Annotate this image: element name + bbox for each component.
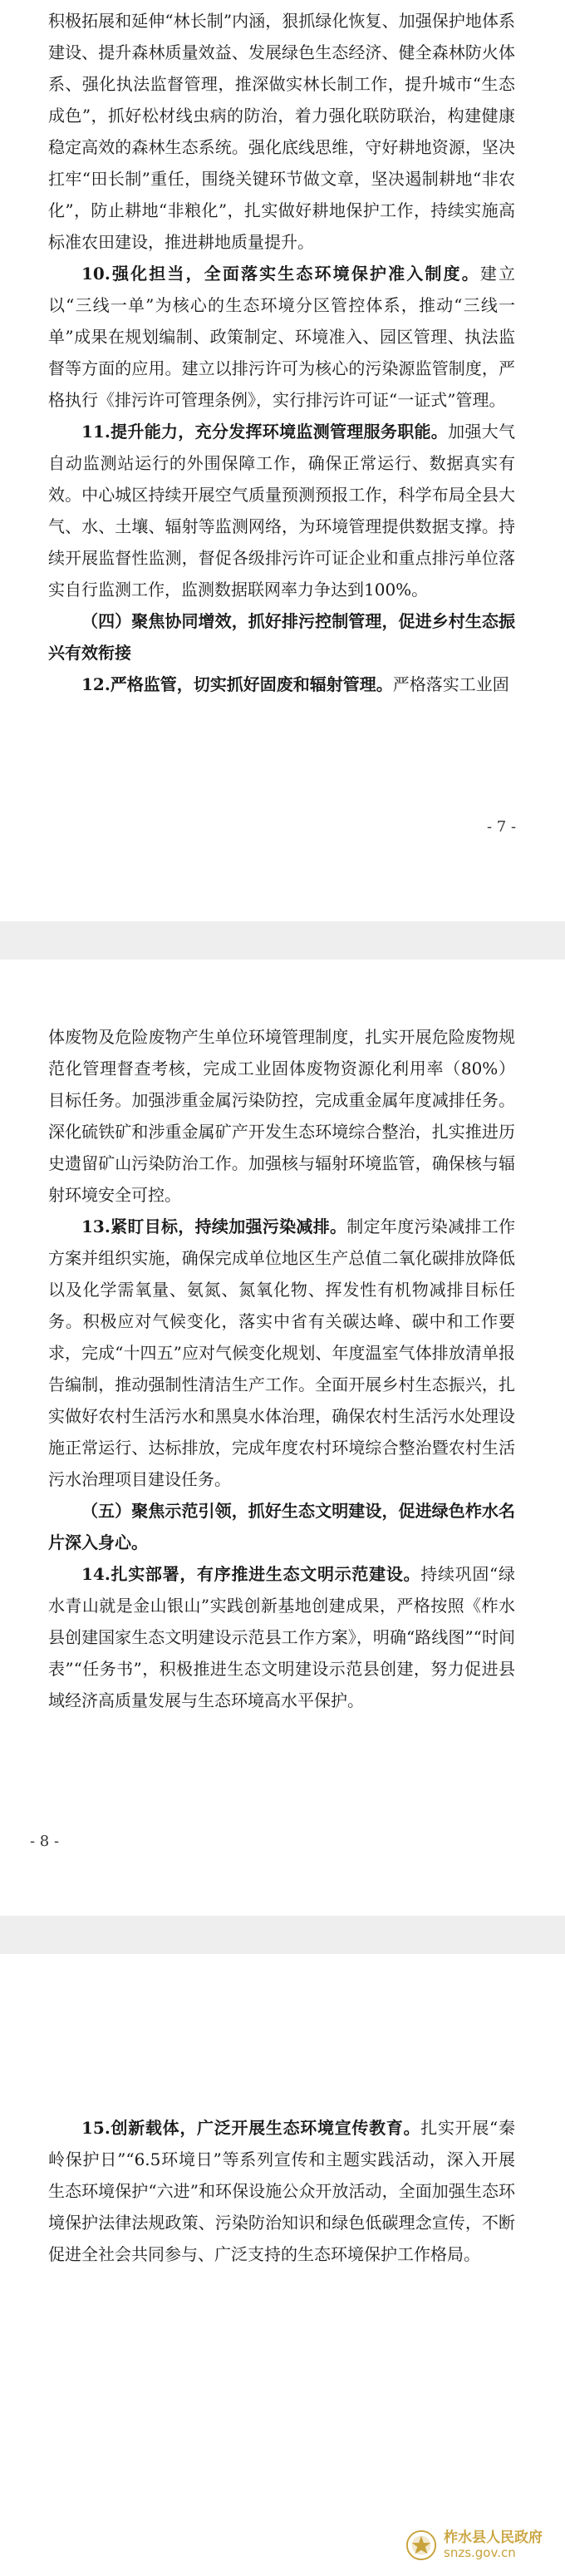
section-heading-5: （五）聚焦示范引领，抓好生态文明建设，促进绿色柞水名片深入身心。: [48, 1501, 515, 1552]
paragraph-lead: 13.紧盯目标，持续加强污染减排。: [81, 1216, 347, 1236]
paragraph-lead: 10.强化担当，全面落实生态环境保护准入制度。: [81, 264, 480, 284]
document-page-1: [0, 0, 565, 921]
paragraph-item-12: [48, 669, 515, 700]
paragraph-item-10: [48, 258, 515, 416]
page-gap: [0, 1916, 565, 1954]
logo-name: 柞水县人民政府: [444, 2529, 543, 2546]
paragraph-text: 积极拓展和延伸“林长制”内涵，狠抓绿化恢复、加强保护地体系建设、提升森林质量效益、发展绿色生态经济、健全森林防火体系、强化执法监督管理，推深做实林长制工作，提升城市“生态成色”，抓好松材线虫病的防治，着力强化联防联治，构建健康稳定高效的森林生态系统。强化底线思维，守好耕地资源，坚决扛牢“田长制”重任，围绕关键环节做文章，坚决遏制耕地“非农化”，防止耕地“非粮化”，扎实做好耕地保护工作，持续实施高标准农田建设，推进耕地质量提升。: [48, 11, 515, 252]
document-page-3: [0, 1954, 565, 2576]
paragraph-text: 建立以“三线一单”为核心的生态环境分区管控体系，推动“三线一单”成果在规划编制、政策制定、环境准入、园区管理、执法监督等方面的应用。建立以排污许可为核心的污染源监管制度，严格执行《排污许可管理条例》，实行排污许可证“一证式”管理。: [48, 264, 516, 410]
page-gap: [0, 921, 565, 960]
paragraph-lead: 11.提升能力，充分发挥环境监测管理服务职能。: [81, 422, 449, 442]
paragraph-text: 扎实开展“秦岭保护日”“6.5环境日”等系列宣传和主题实践活动，深入开展生态环境保护“六进”和环保设施公众开放活动，全面加强生态环境保护法律法规政策、污染防治知识和绿色低碳理念宣传，不断促进全社会共同参与、广泛支持的生态环境保护工作格局。: [48, 2118, 515, 2264]
paragraph-forest-chief: [48, 5, 515, 258]
paragraph-text: 严格落实工业固: [392, 674, 509, 694]
section-heading-4: （四）聚焦协同增效，抓好排污控制管理，促进乡村生态振兴有效衔接: [48, 611, 515, 663]
site-logo: [405, 2518, 555, 2573]
paragraph-item-11: [48, 416, 515, 605]
paragraph-solid-waste: [48, 1021, 515, 1211]
page-3-content: [48, 2112, 515, 2270]
paragraph-text: 制定年度污染减排工作方案并组织实施，确保完成单位地区生产总值二氧化碳排放降低以及化学需氧量、氨氮、氮氧化物、挥发性有机物减排目标任务。积极应对气候变化，落实中省有关碳达峰、碳中和工作要求，完成“十四五”应对气候变化规划、年度温室气体排放清单报告编制，推动强制性清洁生产工作。全面开展乡村生态振兴，扎实做好农村生活污水和黑臭水体治理，确保农村生活污水处理设施正常运行、达标排放，完成年度农村环境综合整治暨农村生活污水治理项目建设任务。: [48, 1216, 515, 1489]
government-emblem-icon: [405, 2529, 437, 2561]
paragraph-text: 加强大气自动监测站运行的外围保障工作，确保正常运行、数据真实有效。中心城区持续开展空气质量预测预报工作，科学布局全县大气、水、土壤、辐射等监测网络，为环境管理提供数据支撑。持续开展监督性监测，督促各级排污许可证企业和重点排污单位落实自行监测工作，监测数据联网率力争达到100%。: [48, 422, 516, 600]
paragraph-text: 持续巩固“绿水青山就是金山银山”实践创新基地创建成果，严格按照《柞水县创建国家生态文明建设示范县工作方案》，明确“路线图”“时间表”“任务书”，积极推进生态文明建设示范县创建，努力促进县域经济高质量发展与生态环境高水平保护。: [48, 1564, 515, 1710]
document-page-2: [0, 960, 565, 1916]
paragraph-item-14: [48, 1558, 515, 1716]
paragraph-lead: 14.扎实部署，有序推进生态文明示范建设。: [81, 1564, 421, 1584]
paragraph-lead: 12.严格监管，切实抓好固废和辐射管理。: [81, 674, 393, 694]
page-1-content: [48, 5, 515, 700]
paragraph-lead: 15.创新载体，广泛开展生态环境宣传教育。: [81, 2118, 421, 2138]
page-number: - 7 -: [487, 818, 517, 836]
logo-text: [444, 2530, 543, 2561]
logo-url: snzs.gov.cn: [444, 2545, 516, 2561]
page-number: - 8 -: [30, 1833, 60, 1850]
paragraph-item-13: [48, 1211, 515, 1495]
paragraph-item-15: [48, 2112, 515, 2270]
paragraph-text: 体废物及危险废物产生单位环境管理制度，扎实开展危险废物规范化管理督查考核，完成工业固体废物资源化利用率（80%）目标任务。加强涉重金属污染防控，完成重金属年度减排任务。深化硫铁矿和涉重金属矿产开发生态环境综合整治，扎实推进历史遗留矿山污染防治工作。加强核与辐射环境监管，确保核与辐射环境安全可控。: [48, 1027, 515, 1205]
page-2-content: [48, 1021, 515, 1716]
